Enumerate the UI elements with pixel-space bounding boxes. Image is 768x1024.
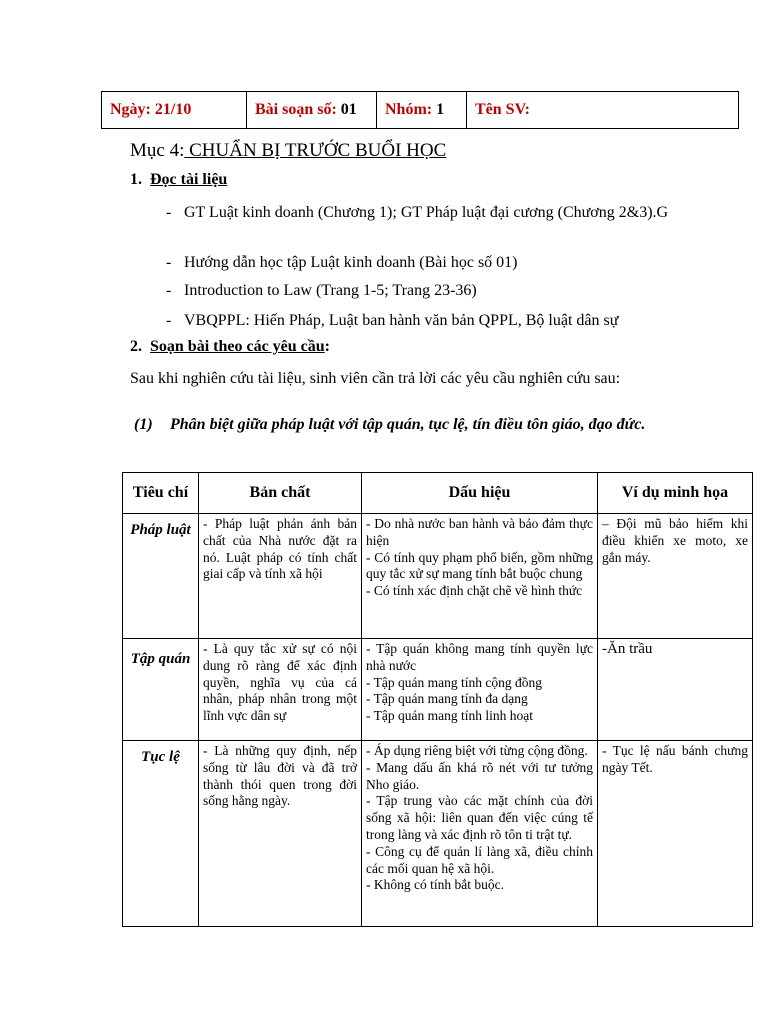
reading-item: - Hướng dẫn học tập Luật kinh doanh (Bài học số 01) [166, 254, 518, 271]
question-text: Phân biệt giữa pháp luật với tập quán, tục lệ, tín điều tôn giáo, đạo đức. [170, 416, 646, 433]
bullet-dash: - [166, 254, 172, 271]
bullet-dash: - [166, 204, 172, 221]
signs-cell: - Do nhà nước ban hành và bảo đảm thực hiện - Có tính quy phạm phổ biến, gồm những quy tắc xử sự mang tính bắt buộc chung - Có tính xác định chặt chẽ về hình thức [362, 514, 598, 639]
assignment-intro: Sau khi nghiên cứu tài liệu, sinh viên cần trả lời các yêu cầu nghiên cứu sau: [130, 370, 621, 387]
lesson-cell [247, 92, 377, 129]
signs-cell: - Tập quán không mang tính quyền lực nhà nước - Tập quán mang tính cộng đồng - Tập quán mang tính đa dạng - Tập quán mang tính linh hoạt [362, 639, 598, 741]
table-row [123, 514, 753, 639]
date-cell [102, 92, 247, 129]
reading-heading [130, 171, 227, 189]
example-cell: - Tục lệ nấu bánh chưng ngày Tết. [598, 741, 753, 927]
reading-item: - Introduction to Law (Trang 1-5; Trang 23-36) [166, 282, 477, 299]
section-title-text: CHUẨN BỊ TRƯỚC BUỔI HỌC [184, 140, 447, 161]
reading-heading-text: Đọc tài liệu [150, 171, 228, 188]
group-value: 1 [436, 101, 445, 118]
lesson-value: 01 [340, 101, 357, 118]
bullet-dash: - [166, 282, 172, 299]
bullet-dash: - [166, 312, 172, 329]
example-cell: – Đội mũ bảo hiểm khi điều khiển xe moto, xe gắn máy. [598, 514, 753, 639]
group-cell [377, 92, 467, 129]
column-header: Dấu hiệu [362, 473, 598, 514]
column-header: Bản chất [199, 473, 362, 514]
criterion-cell: Tục lệ [123, 741, 199, 927]
student-label: Tên SV: [475, 101, 530, 118]
assignment-heading [130, 338, 330, 356]
nature-cell: - Pháp luật phản ánh bản chất của Nhà nước đặt ra nó. Luật pháp có tính chất giai cấp và tính xã hội [199, 514, 362, 639]
date-label: Ngày: [110, 101, 155, 118]
question-1 [134, 414, 694, 435]
group-label: Nhóm: [385, 101, 437, 118]
criterion-cell: Tập quán [123, 639, 199, 741]
assignment-heading-suffix: : [324, 338, 330, 355]
table-header-row [123, 473, 753, 514]
section-title [130, 140, 446, 162]
reading-item: - GT Luật kinh doanh (Chương 1); GT Pháp luật đại cương (Chương 2&3).G [166, 204, 669, 221]
column-header: Ví dụ minh họa [598, 473, 753, 514]
table-row [123, 639, 753, 741]
student-cell [467, 92, 739, 129]
nature-cell: - Là quy tắc xử sự có nội dung rõ ràng để xác định quyền, nghĩa vụ của cá nhân, pháp nhân trong một lĩnh vực dân sự [199, 639, 362, 741]
assignment-heading-num: 2. [130, 338, 142, 355]
reading-heading-num: 1. [130, 171, 142, 188]
assignment-heading-text: Soạn bài theo các yêu cầu [150, 338, 325, 355]
signs-cell: - Áp dụng riêng biệt với từng cộng đồng. - Mang dấu ấn khá rõ nét với tư tưởng Nho giáo. - Tập trung vào các mặt chính của đời sống xã hội: liên quan đến việc cúng tế trong làng và xác định rõ tôn ti trật tự. - Công cụ để quản lí làng xã, điều chỉnh các mối quan hệ xã hội. - Không có tính bắt buộc. [362, 741, 598, 927]
column-header: Tiêu chí [123, 473, 199, 514]
criterion-cell: Pháp luật [123, 514, 199, 639]
reading-item: - VBQPPL: Hiến Pháp, Luật ban hành văn bản QPPL, Bộ luật dân sự [166, 312, 619, 329]
date-value: 21/10 [154, 101, 192, 118]
header-table [101, 91, 739, 129]
section-prefix: Mục 4: [130, 140, 185, 161]
comparison-table [122, 472, 753, 927]
lesson-label: Bài soạn số: [255, 101, 341, 118]
example-cell: -Ăn trầu [598, 639, 753, 741]
question-num: (1) [134, 416, 153, 433]
table-row [123, 741, 753, 927]
nature-cell: - Là những quy định, nếp sống từ lâu đời và đã trở thành thói quen trong đời sống hằng ngày. [199, 741, 362, 927]
